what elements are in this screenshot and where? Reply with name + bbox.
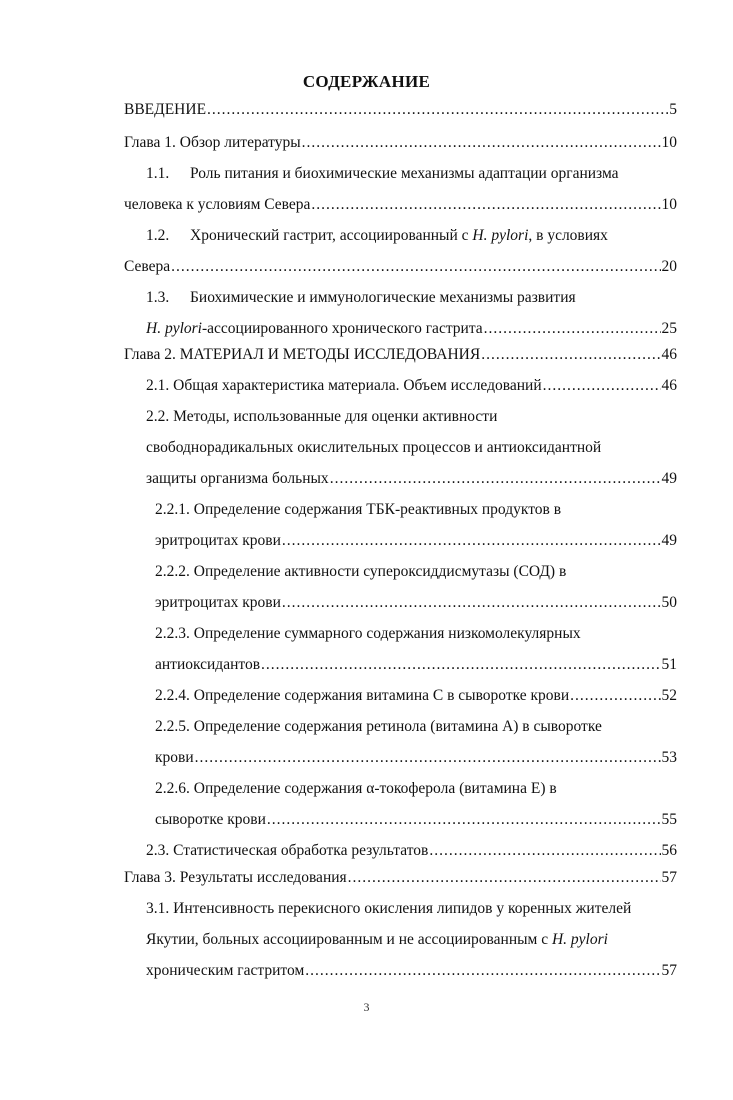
toc-leader-dots (282, 529, 661, 553)
toc-entry-2-2-3-line-2[interactable] (155, 653, 677, 677)
toc-entry-1-1-line-2[interactable] (124, 193, 677, 217)
toc-entry-1-3-line-2[interactable] (146, 317, 677, 341)
toc-leader-dots (267, 808, 661, 832)
toc-entry-1-3-line-1[interactable] (146, 286, 576, 310)
toc-entry-1-1-line-1[interactable] (146, 162, 619, 186)
toc-entry-chapter-3[interactable] (124, 866, 677, 890)
page-title: СОДЕРЖАНИЕ (302, 72, 431, 91)
toc-entry-text: эритроцитах крови (155, 594, 281, 611)
toc-entry-text: сыворотке крови (155, 811, 266, 828)
toc-entry-2-2-3-line-1[interactable] (155, 622, 581, 646)
toc-leader-dots (481, 343, 660, 367)
toc-entry-2-2-5-line-2[interactable] (155, 746, 677, 770)
toc-entry-introduction[interactable] (124, 98, 677, 122)
toc-entry-text: человека к условиям Севера (124, 196, 311, 213)
toc-leader-dots (207, 98, 668, 122)
toc-leader-dots (484, 317, 661, 341)
toc-leader-dots (261, 653, 660, 677)
toc-entry-2-2-6-line-1[interactable] (155, 777, 557, 801)
toc-page-number: 53 (661, 749, 677, 766)
toc-leader-dots (348, 866, 661, 890)
toc-page-number: 50 (661, 594, 677, 611)
toc-leader-dots (543, 374, 661, 398)
toc-entry-text: ВВЕДЕНИЕ (124, 101, 207, 118)
toc-page-number: 10 (661, 196, 677, 213)
toc-entry-3-1-line-1[interactable] (146, 897, 631, 921)
toc-entry-chapter-2[interactable] (124, 343, 677, 367)
toc-entry-text: 2.2.1. Определение содержания ТБК-реактивных продуктов в (155, 501, 562, 518)
toc-entry-1-2-line-1[interactable] (146, 224, 608, 248)
toc-leader-dots (171, 255, 660, 279)
toc-page-number: 49 (661, 470, 677, 487)
toc-entry-text: крови (155, 749, 194, 766)
toc-entry-2-2-6-line-2[interactable] (155, 808, 677, 832)
toc-entry-text: антиоксидантов (155, 656, 261, 673)
toc-page-number: 10 (661, 134, 677, 151)
toc-entry-text: 2.2.6. Определение содержания α-токоферола (витамина Е) в (155, 780, 557, 797)
toc-entry-2-2-1-line-2[interactable] (155, 529, 677, 553)
toc-entry-2-1[interactable] (146, 374, 677, 398)
toc-entry-text: свободнорадикальных окислительных процессов и антиоксидантной (146, 439, 602, 456)
toc-page-number: 5 (669, 101, 677, 118)
toc-entry-text: 2.3. Статистическая обработка результатов (146, 842, 429, 859)
toc-page-number: 49 (661, 532, 677, 549)
toc-entry-text: Глава 1. Обзор литературы (124, 134, 301, 151)
toc-entry-2-2-4[interactable] (155, 684, 677, 708)
toc-entry-3-1-line-2[interactable] (146, 928, 608, 952)
toc-entry-text: Роль питания и биохимические механизмы адаптации организма (190, 165, 619, 182)
section-number: 1.2. (146, 227, 170, 244)
toc-leader-dots (311, 193, 660, 217)
toc-page-number: 46 (661, 346, 677, 363)
toc-page-number: 52 (661, 687, 677, 704)
toc-entry-text: , в условиях (528, 227, 608, 244)
toc-leader-dots (570, 684, 660, 708)
toc-leader-dots (195, 746, 661, 770)
toc-entry-1-2-line-2[interactable] (124, 255, 677, 279)
toc-entry-text (146, 317, 483, 341)
toc-entry-text: 2.2. Методы, использованные для оценки активности (146, 408, 498, 425)
toc-entry-text: защиты организма больных (146, 470, 329, 487)
toc-leader-dots (305, 959, 660, 983)
toc-leader-dots (429, 839, 660, 863)
toc-entry-text: Биохимические и иммунологические механизмы развития (190, 289, 576, 306)
toc-entry-text: Хронический гастрит, ассоциированный с (190, 227, 473, 244)
toc-entry-text: 2.2.4. Определение содержания витамина С в сыворотке крови (155, 687, 570, 704)
toc-entry-text: 2.1. Общая характеристика материала. Объем исследований (146, 377, 542, 394)
toc-entry-text: 3.1. Интенсивность перекисного окисления липидов у коренных жителей (146, 900, 632, 917)
toc-entry-2-3[interactable] (146, 839, 677, 863)
toc-entry-3-1-line-3[interactable] (146, 959, 677, 983)
toc-entry-2-2-5-line-1[interactable] (155, 715, 602, 739)
page-number-footer: 3 (363, 1000, 370, 1014)
toc-entry-2-2-2-line-2[interactable] (155, 591, 677, 615)
toc-entry-text: Глава 2. МАТЕРИАЛ И МЕТОДЫ ИССЛЕДОВАНИЯ (124, 346, 481, 363)
toc-entry-chapter-1[interactable] (124, 131, 677, 155)
italic-term: H. pylori (551, 931, 608, 948)
toc-entry-text: хроническим гастритом (146, 962, 305, 979)
toc-entry-2-2-2-line-1[interactable] (155, 560, 566, 584)
section-number: 1.1. (146, 165, 170, 182)
toc-entry-2-2-line-2[interactable] (146, 436, 601, 460)
italic-term: H. pylori (472, 227, 529, 244)
toc-leader-dots (302, 131, 661, 155)
toc-entry-text: 2.2.3. Определение суммарного содержания низкомолекулярных (155, 625, 581, 642)
toc-entry-text: 2.2.2. Определение активности супероксиддисмутазы (СОД) в (155, 563, 567, 580)
toc-page-number: 20 (661, 258, 677, 275)
toc-entry-text: Якутии, больных ассоциированным и не ассоциированным с (146, 931, 552, 948)
toc-page-number: 57 (661, 869, 677, 886)
toc-page-number: 25 (661, 320, 677, 337)
toc-page-number: 56 (661, 842, 677, 859)
toc-entry-2-2-1-line-1[interactable] (155, 498, 561, 522)
toc-entry-text: эритроцитах крови (155, 532, 281, 549)
toc-entry-2-2-line-1[interactable] (146, 405, 497, 429)
toc-leader-dots (330, 467, 661, 491)
section-number: 1.3. (146, 289, 170, 306)
toc-entry-text-rest: -ассоциированного хронического гастрита (201, 320, 483, 337)
toc-entry-text: Глава 3. Результаты исследования (124, 869, 347, 886)
toc-entry-text: Севера (124, 258, 171, 275)
italic-term: H. pylori (146, 320, 202, 337)
toc-page-number: 51 (661, 656, 677, 673)
toc-entry-2-2-line-3[interactable] (146, 467, 677, 491)
toc-page-number: 57 (661, 962, 677, 979)
toc-page-number: 55 (661, 811, 677, 828)
toc-leader-dots (282, 591, 661, 615)
toc-entry-text: 2.2.5. Определение содержания ретинола (витамина А) в сыворотке (155, 718, 602, 735)
toc-page-number: 46 (661, 377, 677, 394)
